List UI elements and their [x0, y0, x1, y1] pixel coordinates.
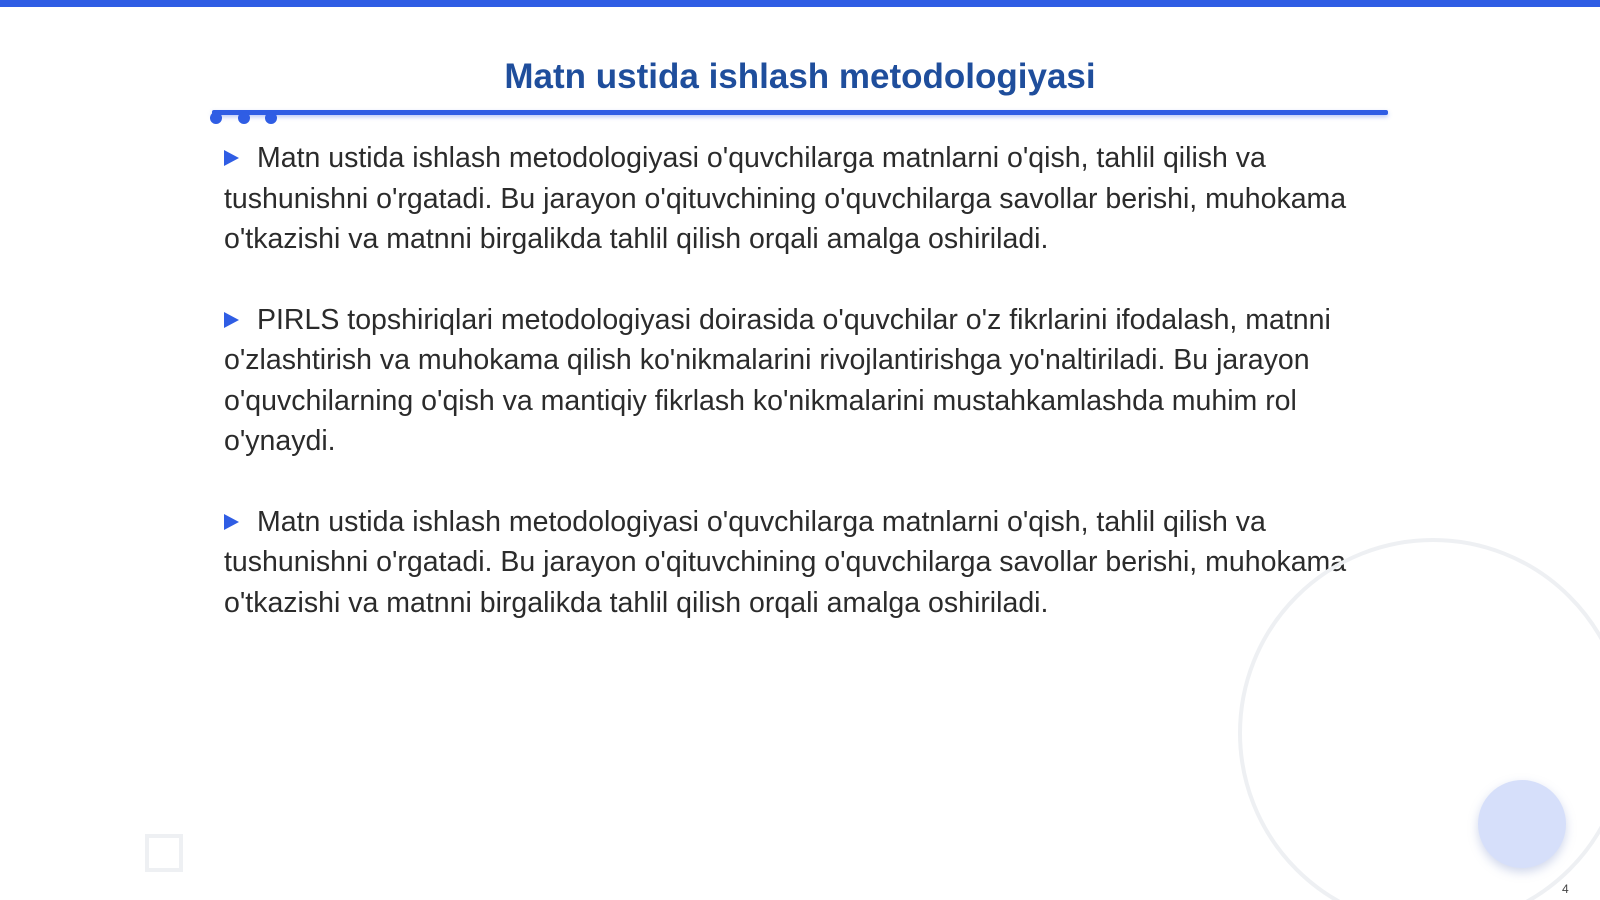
bullet-text: Matn ustida ishlash metodologiyasi o'quvchilarga matnlarni o'qish, tahlil qilish va tushunishni o'rgatadi. Bu jarayon o'qituvchining o'quvchilarga savollar berishi, muhokama o'tkazishi va matnni birgalikda tahlil qilish orqali amalga oshiriladi.	[224, 505, 1347, 619]
triangle-right-icon	[224, 150, 239, 166]
page-number: 4	[1562, 882, 1569, 896]
bullet-list	[224, 138, 1374, 663]
slide-title: Matn ustida ishlash metodologiyasi	[504, 57, 1096, 96]
bullet-item	[224, 502, 1374, 624]
underline-dot	[210, 112, 222, 124]
decorative-square	[145, 834, 183, 872]
bullet-item	[224, 138, 1374, 260]
bullet-text: Matn ustida ishlash metodologiyasi o'quvchilarga matnlarni o'qish, tahlil qilish va tushunishni o'rgatadi. Bu jarayon o'qituvchining o'quvchilarga savollar berishi, muhokama o'tkazishi va matnni birgalikda tahlil qilish orqali amalga oshiriladi.	[224, 142, 1347, 255]
title-underline	[212, 110, 1388, 115]
bullet-text: PIRLS topshiriqlari metodologiyasi doirasida o'quvchilar o'z fikrlarini ifodalash, matnni o'zlashtirish va muhokama qilish ko'nikmalarini rivojlantirishga yo'naltiriladi. Bu jarayon o'quvchilarning o'qish va mantiqiy fikrlash ko'nikmalarini mustahkamlashda muhim rol o'ynaydi.	[224, 303, 1331, 457]
decorative-circle	[1478, 780, 1566, 868]
underline-dot	[238, 112, 250, 124]
bullet-item	[224, 300, 1374, 462]
triangle-right-icon	[224, 514, 239, 530]
underline-dot	[265, 112, 277, 124]
triangle-right-icon	[224, 312, 239, 328]
top-accent-bar	[0, 0, 1600, 7]
